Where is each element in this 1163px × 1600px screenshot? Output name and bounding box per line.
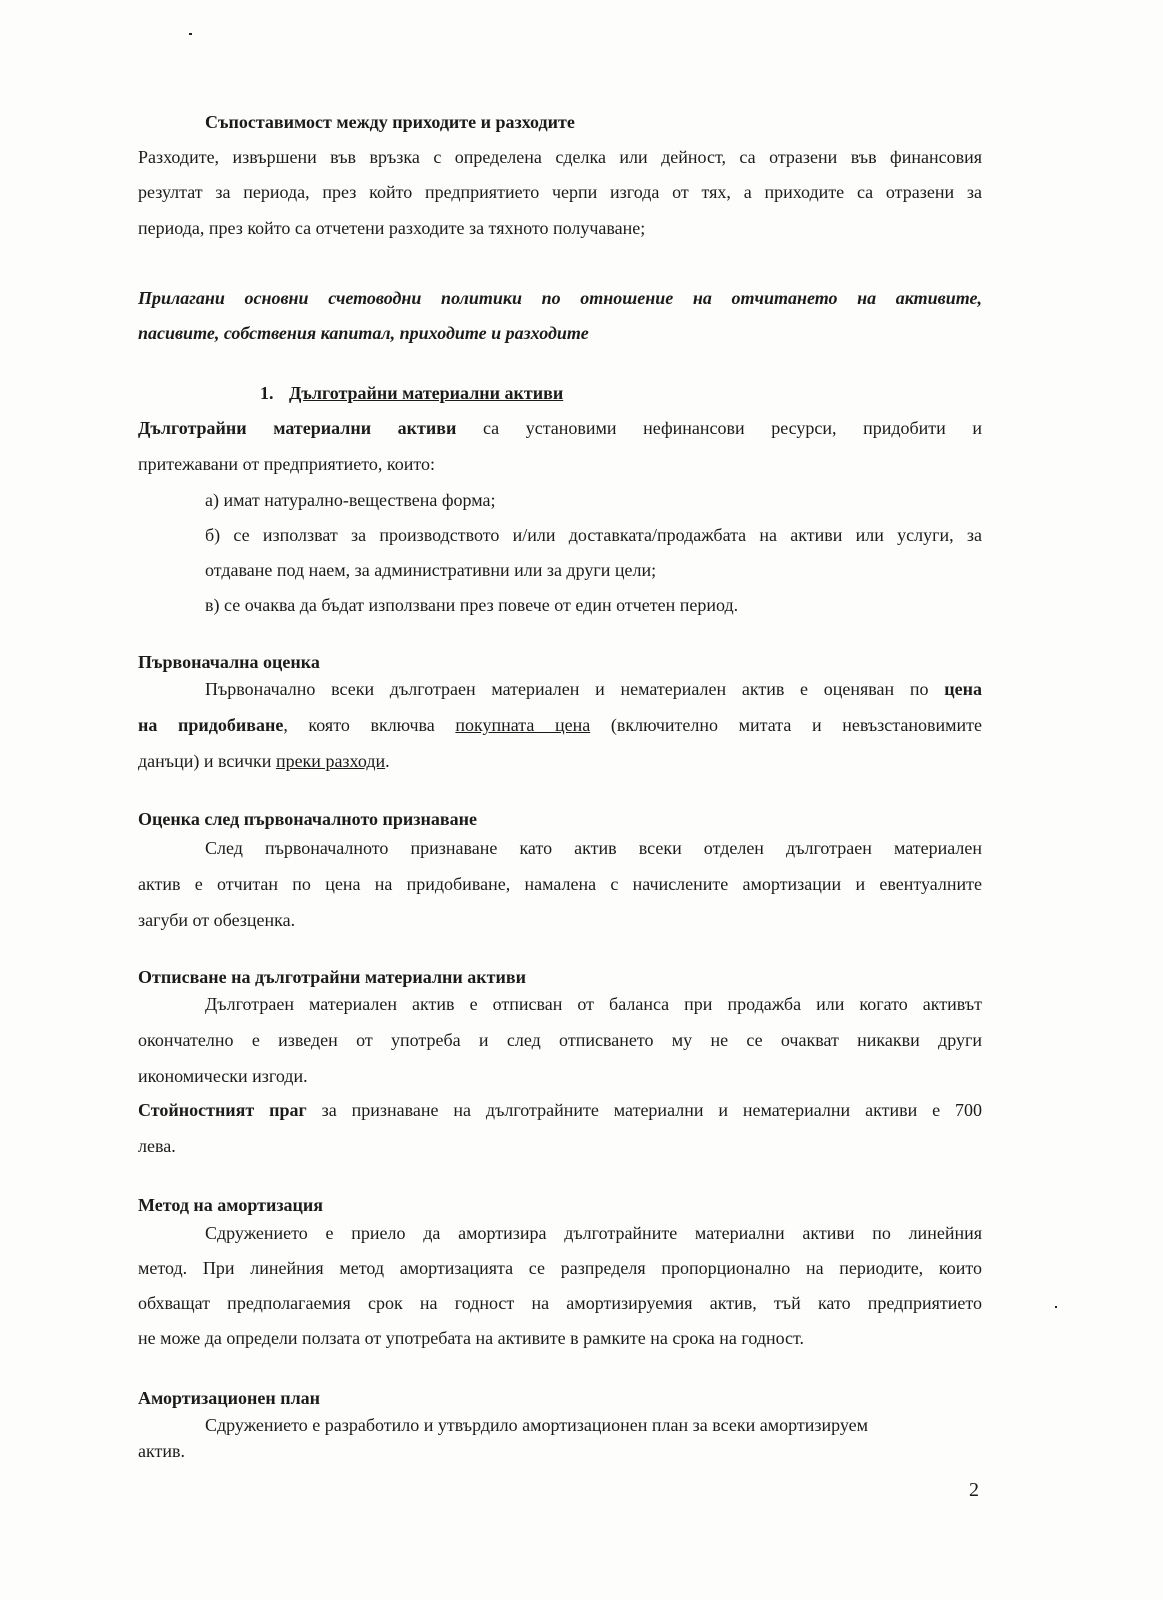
paragraph-line: Сдружението е разработило и утвърдило амортизационен план за всеки амортизируем — [205, 1415, 868, 1435]
scan-speck — [1055, 1306, 1057, 1308]
bold-term: Дълготрайни материални активи — [138, 418, 457, 438]
policies-heading-line: Прилагани основни счетоводни политики по отношение на отчитането на активите, — [138, 288, 982, 308]
paragraph-line: окончателно е изведен от употреба и след отписването му не се очакват никакви други — [138, 1030, 982, 1050]
section-title: Дълготрайни материални активи — [289, 383, 564, 403]
list-item-a: а) имат натурално-веществена форма; — [205, 490, 496, 510]
section-heading-subsequent-valuation: Оценка след първоначалното признаване — [138, 809, 477, 829]
section-heading-write-off: Отписване на дълготрайни материални активи — [138, 967, 526, 987]
paragraph-line: метод. При линейния метод амортизацията се разпределя пропорционално на периодите, които — [138, 1258, 982, 1278]
bold-term: цена — [944, 679, 982, 699]
paragraph-line: Сдружението е приело да амортизира дълготрайните материални активи по линейния — [205, 1223, 982, 1243]
text-run: Първоначално всеки дълготраен материален и нематериален актив е оценяван по — [205, 679, 929, 699]
scan-speck — [189, 33, 192, 35]
section-number: 1. — [260, 383, 274, 403]
paragraph-line — [138, 750, 390, 772]
paragraph-line: Разходите, извършени във връзка с определена сделка или дейност, са отразени във финансовия — [138, 147, 982, 167]
underlined-term: покупната цена — [455, 715, 591, 735]
paragraph-line — [138, 417, 982, 439]
paragraph-line: лева. — [138, 1136, 176, 1156]
paragraph-line: не може да определи ползата от употребата на активите в рамките на срока на годност. — [138, 1328, 805, 1348]
text-run: са установими нефинансови ресурси, придобити и — [482, 418, 983, 438]
section-heading-depreciation-plan: Амортизационен план — [138, 1388, 321, 1408]
text-run: данъци) и всички — [138, 751, 272, 771]
paragraph-line: притежавани от предприятието, които: — [138, 454, 435, 474]
text-run: . — [385, 751, 390, 771]
bold-term: на придобиване — [138, 715, 284, 735]
list-item-b: б) се използват за производството и/или доставката/продажбата на активи или услуги, за — [205, 525, 982, 545]
section-heading-initial-valuation: Първоначална оценка — [138, 652, 320, 672]
paragraph-line: Дълготраен материален актив е отписван от баланса при продажба или когато активът — [205, 994, 982, 1014]
section-heading-depreciation-method: Метод на амортизация — [138, 1195, 324, 1215]
text-run: за признаване на дълготрайните материални и нематериални активи е 700 — [321, 1100, 982, 1120]
paragraph-line — [138, 1099, 982, 1121]
underlined-term: преки разходи — [275, 751, 386, 771]
section-heading-comparability: Съпоставимост между приходите и разходите — [205, 112, 575, 132]
policies-heading-line: пасивите, собствения капитал, приходите и разходите — [138, 323, 589, 343]
paragraph-line: обхващат предполагаемия срок на годност на амортизируемия актив, тъй като предприятието — [138, 1293, 982, 1313]
paragraph-line: загуби от обезценка. — [138, 910, 296, 930]
paragraph-line: След първоначалното признаване като актив всеки отделен дълготраен материален — [205, 838, 982, 858]
list-item-c: в) се очаква да бъдат използвани през повече от един отчетен период. — [205, 595, 739, 615]
paragraph-line: периода, през който са отчетени разходите за тяхното получаване; — [138, 218, 646, 238]
paragraph-line: актив. — [138, 1441, 185, 1461]
paragraph-line — [205, 678, 982, 700]
paragraph-line: резултат за периода, през който предприятието черпи изгода от тях, а приходите са отразени за — [138, 182, 982, 202]
bold-term: Стойностният праг — [138, 1100, 307, 1120]
paragraph-line — [138, 714, 982, 736]
paragraph-line: икономически изгоди. — [138, 1066, 308, 1086]
paragraph-line: актив е отчитан по цена на придобиване, намалена с начислените амортизации и евентуалните — [138, 874, 982, 894]
text-run: , която включва — [283, 715, 435, 735]
page-number: 2 — [969, 1479, 979, 1501]
text-run: (включително митата и невъзстановимите — [610, 715, 983, 735]
list-item-b-continued: отдаване под наем, за административни или за други цели; — [205, 560, 657, 580]
